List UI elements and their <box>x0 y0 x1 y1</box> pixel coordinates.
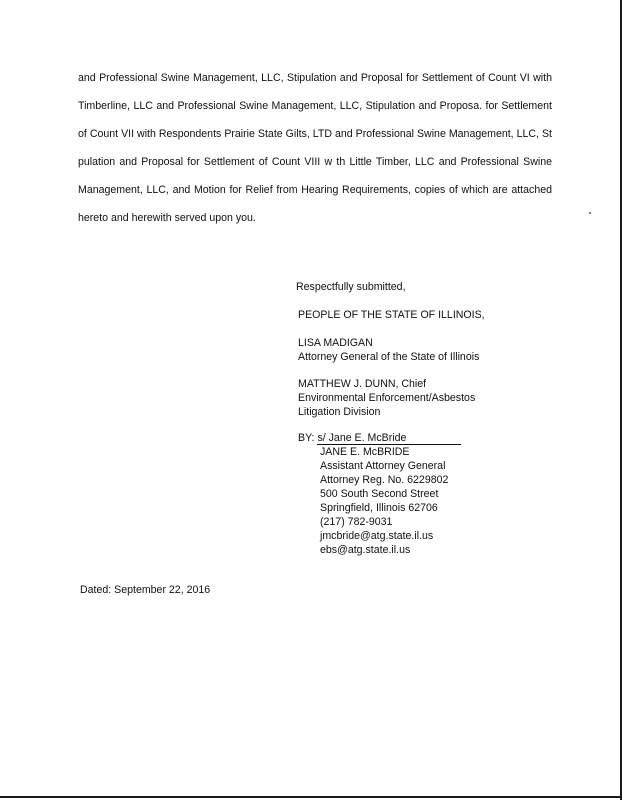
attorney-general-title: Attorney General of the State of Illinois <box>298 351 480 363</box>
by-label: BY: <box>298 432 315 444</box>
chief-block <box>298 377 475 419</box>
signatory-phone: (217) 782-9031 <box>320 516 393 528</box>
closing-block <box>296 280 406 294</box>
signatory-name: JANE E. McBRIDE <box>320 446 410 458</box>
body-paragraph: and Professional Swine Management, LLC, Stipulation and Proposal for Settlement of Count VI with Timberline, LLC and Professional Swine Management, LLC, Stipulation and Proposa. for Settlement of Count VII with Respondents Prairie State Gilts, LTD and Professional Swine Management, LLC, St pulation and Proposal for Settlement of Count VIII w th Little Timber, LLC and Professional Swine Management, LLC, and Motion for Relief from Hearing Requirements, copies of which are attached hereto and herewith served upon you. <box>78 72 552 224</box>
attorney-general-name: LISA MADIGAN <box>298 337 373 349</box>
chief-division-line1: Environmental Enforcement/Asbestos <box>298 392 476 404</box>
party-block <box>298 308 485 322</box>
signature-line <box>298 431 461 445</box>
signatory-reg-no: Attorney Reg. No. 6229802 <box>320 474 449 486</box>
page-border-right <box>620 0 622 800</box>
party-name: PEOPLE OF THE STATE OF ILLINOIS, <box>298 309 485 321</box>
signatory-street: 500 South Second Street <box>320 488 439 500</box>
signed-name: s/ Jane E. McBride <box>317 433 461 445</box>
signatory-block <box>320 445 448 557</box>
chief-division-line2: Litigation Division <box>298 406 381 418</box>
closing-line: Respectfully submitted, <box>296 281 406 293</box>
signatory-title: Assistant Attorney General <box>320 460 446 472</box>
signatory-email-2: ebs@atg.state.il.us <box>320 544 411 556</box>
scan-speck <box>589 212 591 214</box>
signatory-email-1: jmcbride@atg.state.il.us <box>320 530 434 542</box>
signatory-city: Springfield, Illinois 62706 <box>320 502 438 514</box>
page-border-bottom <box>0 796 622 798</box>
attorney-general-block <box>298 336 479 364</box>
chief-name: MATTHEW J. DUNN, Chief <box>298 378 427 390</box>
dated-line: Dated: September 22, 2016 <box>80 584 211 596</box>
